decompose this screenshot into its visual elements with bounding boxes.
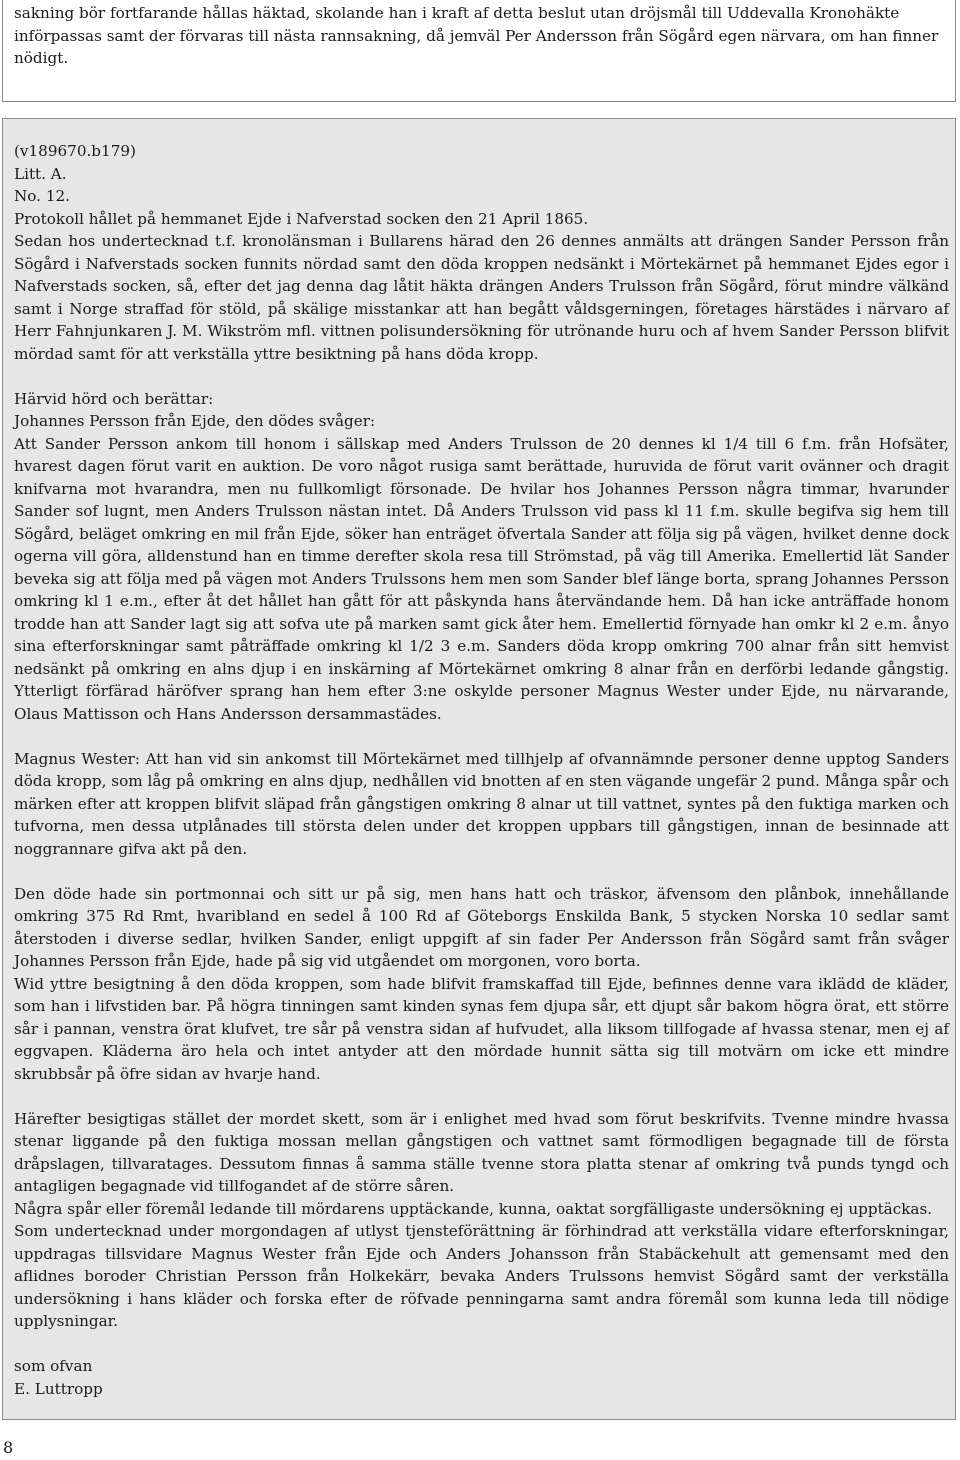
conclusion-paragraph: Som undertecknad under morgondagen af utlyst tjensteförättning är förhindrad att verkställa vidare efterforskningar, uppdragas tillsvidare Magnus Wester från Ejde och Anders Johansson från Stabäckehult att gemensamt med den aflidnes boroder Christian Persson från Holkekärr, bevaka Anders Trulssons hemvist Sögård samt der verkställa undersökning i hans kläder och forska efter de röfvade penningarna samt andra föremål som kunna leda till nödige upplysningar.: [14, 1222, 949, 1330]
record-reference: (v189670.b179): [14, 142, 136, 160]
witness1-paragraph: Att Sander Persson ankom till honom i sällskap med Anders Trulsson de 20 dennes kl 1/4 till 6 f.m. från Hofsäter, hvarest dagen förut varit en auktion. De voro något rusiga samt berättade, huruvida de förut varit ovänner och dragit knifvarna mot hvarandra, men nu fullkomligt försonade. De hvilar hos Johannes Persson några timmar, hvarunder Sander sof lugnt, men Anders Trulsson nästan intet. Då Anders Trulsson vid pass kl 11 f.m. skulle begifva sig hem till Sögård, beläget omkring en mil från Ejde, söker han enträget öfvertala Sander att följa sig på vägen, hvilket denne dock ogerna vill göra, alldenstund han en timme derefter skola resa till Strömstad, på väg till Amerika. Emellertid lät Sander beveka sig att följa med på vägen mot Anders Trulssons hem men som Sander blef länge borta, sprang Johannes Persson omkring kl 1 e.m., efter åt det hållet han gått för att påskynda hans återvändande hem. Då han icke anträffade honom trodde han att Sander lagt sig att sofva ute på marken samt gick åter hem. Emellertid förnyade han omkr kl 2 e.m. ånyo sina efterforskningar samt påträffade omkring kl 1/2 3 e.m. Sanders döda kropp omkring 700 alnar från sitt hemvist nedsänkt på omkring en alns djup i en inskärning af Mörtekärnet omkring 8 alnar från en derförbi ledande gångstig. Ytterligt förfärad häröfver sprang han hem efter 3:ne oskylde personer Magnus Wester under Ejde, nu närvarande, Olaus Mattisson och Hans Andersson dersammastädes.: [14, 434, 949, 723]
page-number: 8: [3, 1438, 14, 1457]
signature: E. Luttropp: [14, 1379, 103, 1398]
traces-paragraph: Några spår eller föremål ledande till mördarens upptäckande, kunna, oaktat sorgfälligaste undersökning ej upptäckas.: [14, 1199, 933, 1218]
record-box: [2, 118, 956, 1420]
intro-paragraph: Sedan hos undertecknad t.f. kronolänsman i Bullarens härad den 26 dennes anmälts att drängen Sander Persson från Sögård i Nafverstads socken funnits nördad samt den döda kroppen nedsänkt i Mörtekärnet på hemmanet Ejdes egor i Nafverstads socken, så, efter det jag denna dag låtit häkta drängen Anders Trulsson från Sögård, förut mindre välkänd samt i Norge straffad för stöld, på skälige misstankar att han begått våldsgerningen, företages härstädes i närvaro af Herr Fahnjunkaren J. M. Wikström mfl. vittnen polisundersökning för utrönande huru och af hvem Sander Persson blifvit mördad samt för att verkställa yttre besiktning på hans döda kropp.: [14, 232, 949, 363]
heard-heading: Härvid hörd och berättar:: [14, 389, 214, 408]
continued-text-box: [2, 0, 956, 102]
inspection-paragraph: Wid yttre besigtning å den döda kroppen, som hade blifvit framskaffad till Ejde, befinnes denne vara iklädd de kläder, som han i lifvstiden bar. På högra tinningen samt kinden synas fem djupa sår, ett djupt sår bakom högra örat, ett större sår i pannan, venstra örat klufvet, tre sår på venstra sidan af hufvudet, alla liksom tillfogade af hvassa stenar, men ej af eggvapen. Kläderna äro hela och intet antyder att den mördade hunnit sätta sig till motvärn om icke ett mindre skrubbsår på öfre sidan av hvarje hand.: [14, 974, 949, 1083]
record-number: No. 12.: [14, 187, 70, 205]
belongings-paragraph: Den döde hade sin portmonnai och sitt ur på sig, men hans hatt och träskor, äfvensom den plånbok, innehållande omkring 375 Rd Rmt, hvaribland en sedel å 100 Rd af Göteborgs Enskilda Bank, 5 stycken Norska 10 sedlar samt återstoden i diverse sedlar, hvilken Sander, enligt uppgift af sin fader Per Andersson från Sögård samt från svåger Johannes Persson från Ejde, hade på sig vid utgåendet om morgonen, voro borta.: [14, 884, 949, 970]
closing-line: som ofvan: [14, 1357, 93, 1375]
record-title: Protokoll hållet på hemmanet Ejde i Nafverstad socken den 21 April 1865.: [14, 209, 589, 228]
record-content: [14, 140, 949, 1400]
witness2-paragraph: Magnus Wester: Att han vid sin ankomst till Mörtekärnet med tillhjelp af ofvannämnde personer denne upptog Sanders döda kropp, som låg på omkring en alns djup, nedhållen vid bnotten af en sten vägande ungefär 2 pund. Många spår och märken efter att kroppen blifvit släpad från gångstigen omkring 8 alnar ut till vattnet, syntes på den fuktiga marken och tufvorna, men dessa utplånades till största delen under det kroppen uppbars till gångstigen, innan de besinnade att noggrannare gifva akt på den.: [14, 749, 949, 858]
record-letter: Litt. A.: [14, 164, 67, 183]
site-paragraph: Härefter besigtigas stället der mordet skett, som är i enlighet med hvad som förut beskrifvits. Tvenne mindre hvassa stenar liggande på den fuktiga mossan mellan gångstigen och vattnet samt förmodligen begagnade till de första dråpslagen, tillvaratages. Dessutom finnas å samma ställe tvenne stora platta stenar af omkring två punds tyngd och antagligen begagnade vid tillfogandet af de större såren.: [14, 1109, 949, 1195]
witness1-heading: Johannes Persson från Ejde, den dödes svåger:: [14, 412, 376, 430]
continued-paragraph: sakning bör fortfarande hållas häktad, skolande han i kraft af detta beslut utan dröjsmål till Uddevalla Kronohäkte införpassas samt der förvaras till nästa rannsakning, då jemväl Per Andersson från Sögård egen närvara, om han finner nödigt.: [14, 4, 939, 67]
